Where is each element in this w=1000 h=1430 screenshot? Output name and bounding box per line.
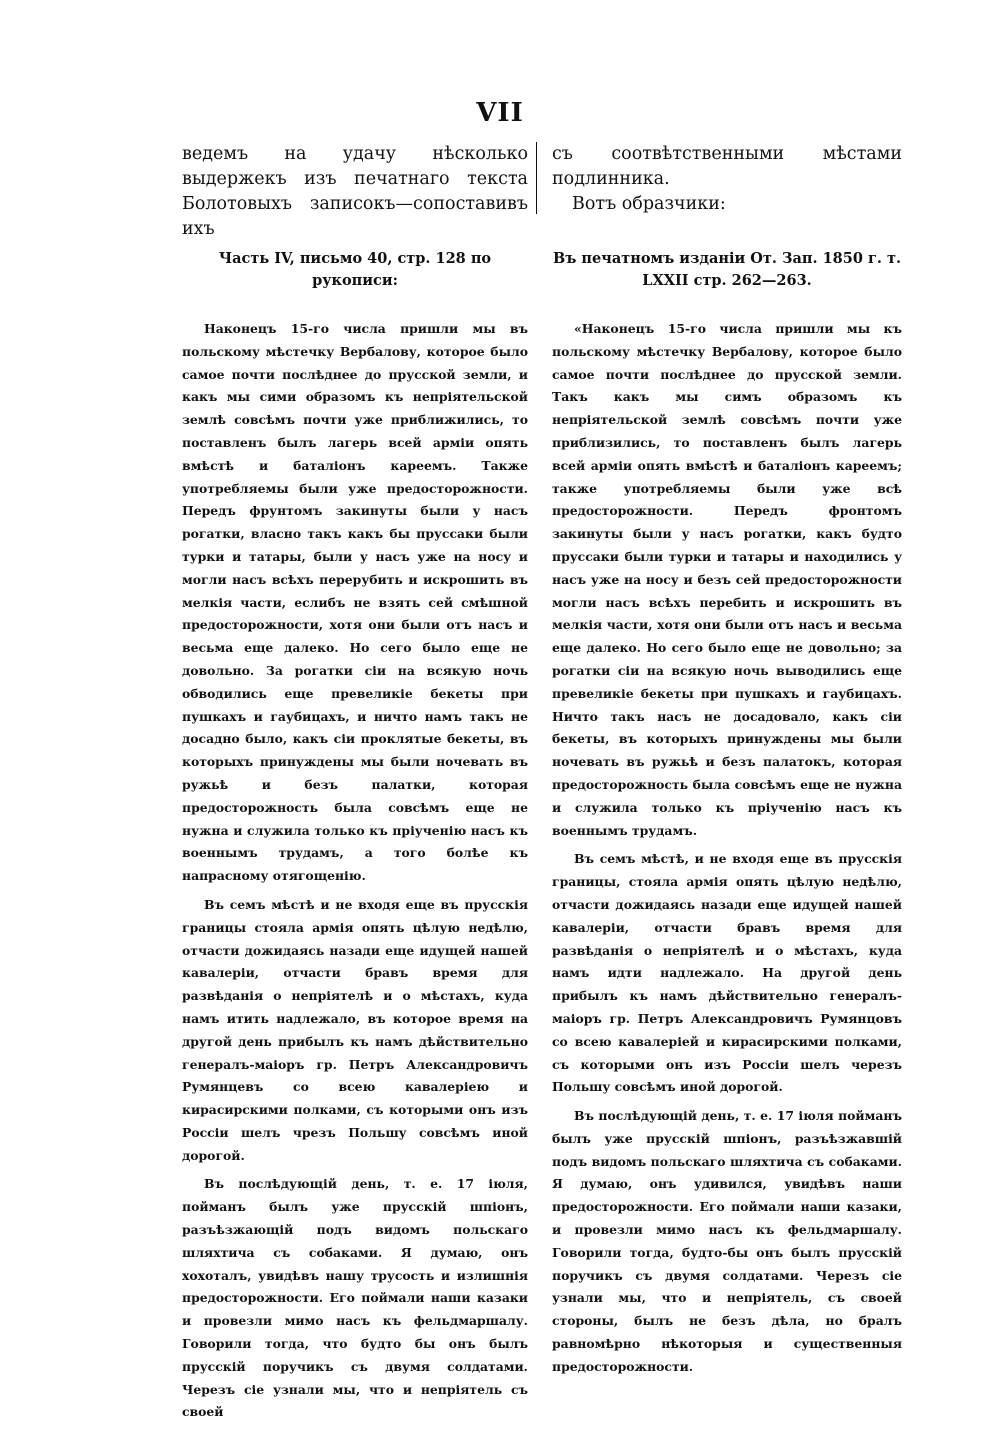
- right-paragraph-1: «Наконецъ 15-го числа пришли мы къ польскому мѣстечку Вербалову, которое было самое почти послѣднее до прусской земли. Такъ какъ мы симъ образомъ къ непріятельской землѣ совсѣмъ почти уже приблизились, то поставленъ былъ лагерь всей арміи опять вмѣстѣ и баталіонъ кареемъ; также употребляемы были уже всѣ предосторожности. Передъ фронтомъ закинуты были у насъ рогатки, какъ будто пруссаки были турки и татары и находились у насъ уже на носу и безъ сей предосторожности могли насъ всѣхъ перебить и искрошить въ мелкія части, хотя они были отъ насъ и весьма еще далеко. Но сего было еще не довольно; за рогатки сіи на всякую ночь выводились еще превеликіе бекеты при пушкахъ и гаубицахъ. Ничто такъ насъ не досадовало, какъ сіи бекеты, въ которыхъ принуждены мы были ночевать въ ружьѣ и безъ палатокъ, которая предосторожность была совсѣмъ еще не нужна и служила только къ пріученію насъ къ военнымъ трудамъ.: [552, 321, 902, 838]
- right-intro: [552, 142, 902, 228]
- right-column: [552, 142, 902, 1385]
- right-body: [552, 318, 902, 1379]
- column-divider: [536, 142, 537, 214]
- left-paragraph-1: Наконецъ 15-го числа пришли мы въ польскому мѣстечку Вербалову, которое было самое почти послѣднее до прусской земли, и какъ мы сими образомъ къ непріятельской землѣ совсѣмъ почти уже приближились, то поставленъ былъ лагерь всей арміи опять вмѣстѣ и баталіонъ кареемъ. Также употребляемы были уже предосторожности. Передъ фрунтомъ закинуты были у насъ рогатки, власно такъ какъ бы пруссаки были турки и татары, были у насъ уже на носу и могли насъ всѣхъ перерубить и искрошить въ мелкія части, еслибъ не взять сей смѣшной предосторожности, хотя они были отъ насъ и весьма еще далеко. Но сего было еще не довольно. За рогатки сіи на всякую ночь обводились еще превеликіе бекеты при пушкахъ и гаубицахъ, и ничто намъ такъ не досадно было, какъ сіи проклятые бекеты, въ которыхъ принуждены мы были ночевать въ ружьѣ и безъ палатки, которая предосторожность была совсѣмъ еще не нужна и служила только къ пріученію насъ къ военнымъ трудамъ, а того болѣе къ напрасному отягощенію.: [182, 321, 528, 884]
- right-paragraph-2: Въ семъ мѣстѣ, и не входя еще въ прусскія границы, стояла армія опять цѣлую недѣлю, отчасти дожидаясь назади еще идущей нашей кавалеріи, отчасти бравъ время для развѣданія о непріятелѣ и о мѣстахъ, куда намъ идти надлежало. На другой день прибылъ къ намъ дѣйствительно генералъ-маіоръ гр. Петръ Александровичъ Румянцовъ со всею кавалеріей и кирасирскими полками, съ которыми онъ изъ Россіи шелъ черезъ Польшу совсѣмъ иной дорогой.: [552, 851, 902, 1095]
- left-heading: Часть IV, письмо 40, стр. 128 по рукописи:: [218, 250, 492, 289]
- left-column: [182, 142, 528, 1430]
- left-intro: ведемъ на удачу нѣсколько выдержекъ изъ печатнаго текста Болотовыхъ записокъ—сопоставивъ ихъ: [182, 144, 528, 239]
- left-body: [182, 318, 528, 1424]
- right-intro-line-1: съ соотвѣтственными мѣстами подлинника.: [552, 144, 902, 189]
- right-paragraph-3: Въ послѣдующій день, т. е. 17 іюля пойманъ былъ уже прусскій шпіонъ, разъѣзжавшій подъ видомъ польскаго шляхтича съ собаками. Я думаю, онъ удивился, увидѣвъ наши предосторожности. Его поймали наши казаки, и провезли мимо насъ къ фельдмаршалу. Говорили тогда, будто-бы онъ былъ прусскій поручикъ съ двумя солдатами. Черезъ сіе узнали мы, что и непріятель, съ своей стороны, былъ не безъ дѣла, но бралъ равномѣрно нѣкоторыя и существенныя предосторожности.: [552, 1108, 902, 1374]
- left-paragraph-2: Въ семъ мѣстѣ и не входя еще въ прусскія границы стояла армія опять цѣлую недѣлю, отчасти дожидаясь назади еще идущей нашей кавалеріи, отчасти бравъ время для развѣданія о непріятелѣ и о мѣстахъ, куда намъ итить надлежало, въ которое время на другой день прибылъ къ намъ дѣйствительно генералъ-маіоръ гр. Петръ Александровичъ Румянцевъ со всею кавалеріею и кирасирскими полками, съ которыми онъ изъ Россіи шелъ чрезъ Польшу совсѣмъ иной дорогой.: [182, 896, 528, 1163]
- right-heading: Въ печатномъ изданіи От. Зап. 1850 г. т. LXXII стр. 262—263.: [553, 250, 901, 289]
- right-intro-line-2: Вотъ образчики:: [572, 194, 726, 214]
- left-paragraph-3: Въ послѣдующій день, т. е. 17 іюля, пойманъ былъ уже прусскій шпіонъ, разъѣзжающій подъ видомъ польскаго шляхтича съ собаками. Я думаю, онъ хохоталъ, увидѣвъ нашу трусость и излишнія предосторожности. Его поймали наши казаки и провезли мимо насъ къ фельдмаршалу. Говорили тогда, что будто бы онъ былъ прусскій поручикъ съ двумя солдатами. Черезъ сіе узнали мы, что и непріятель съ своей: [182, 1176, 528, 1420]
- page-number: VII: [476, 98, 524, 128]
